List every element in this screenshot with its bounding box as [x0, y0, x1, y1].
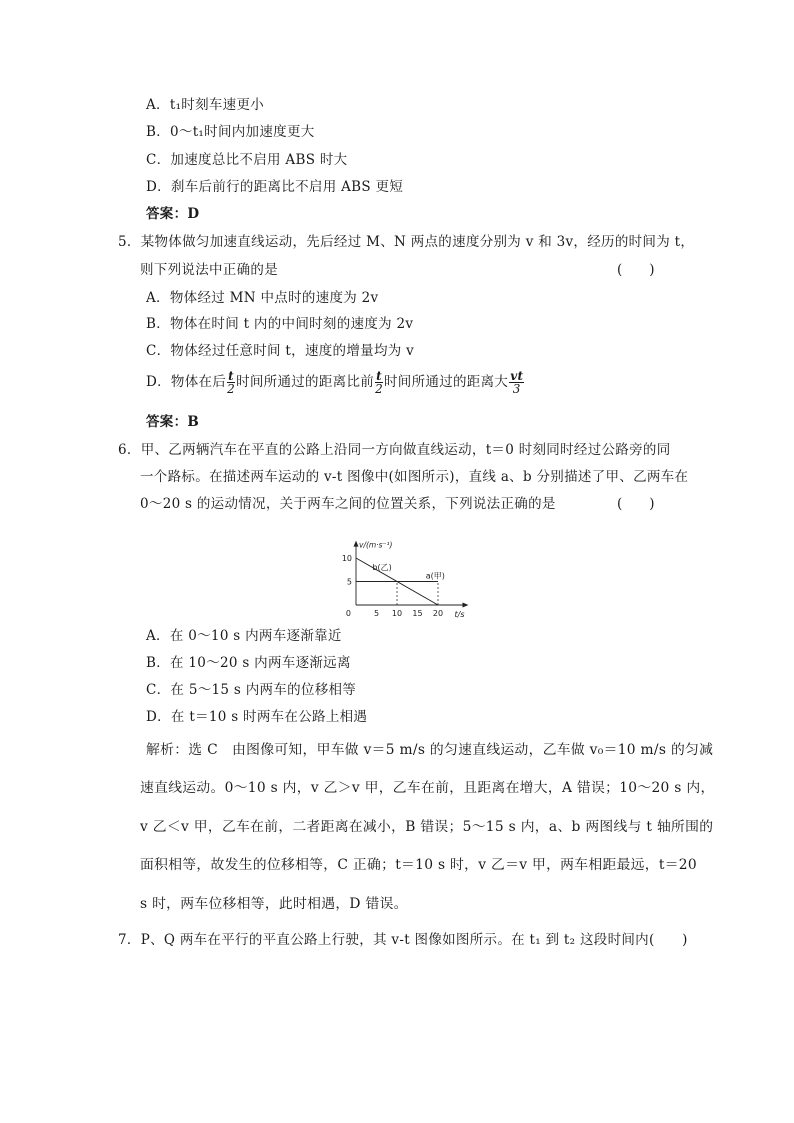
q5-answer-paren: ( ): [617, 262, 655, 278]
q4-option-c: C．加速度总比不启用 ABS 时大: [146, 152, 348, 168]
x-tick-label: 20: [432, 609, 444, 618]
q6-stem-line-2: 一个路标。在描述两车运动的 v-t 图像中(如图所示)，直线 a、b 分别描述了甲、乙两车在: [140, 469, 689, 485]
q6-option-a: A．在 0～10 s 内两车逐渐靠近: [146, 628, 342, 644]
q6-option-d: D．在 t＝10 s 时两车在公路上相遇: [146, 709, 368, 725]
x-axis-arrow: [463, 603, 469, 608]
q5-stem-line-2: 则下列说法中正确的是: [140, 262, 278, 278]
q6-option-b: B．在 10～20 s 内两车逐渐远离: [146, 655, 351, 671]
q5-stem-line-1: 5．某物体做匀加速直线运动，先后经过 M、N 两点的速度分别为 v 和 3v，经历的时间为 t，: [118, 234, 695, 250]
q6-stem-line-3: 0～20 s 的运动情况，关于两车之间的位置关系，下列说法正确的是: [140, 496, 556, 512]
x-axis-label: t/s: [454, 610, 465, 618]
y-tick-label: 10: [341, 554, 352, 563]
y-axis-label: v/(m·s⁻¹): [359, 540, 393, 550]
fraction-vt-over-3: $\frac{vt}{3}$: [510, 369, 524, 396]
q5-option-d: [146, 370, 525, 395]
q7-stem: 7．P、Q 两车在平行的平直公路上行驶，其 v-t 图像如图所示。在 t₁ 到 t₂ 这段时间内( ): [118, 932, 688, 948]
q5-option-d-text-2: 时间所通过的距离比前: [236, 374, 375, 390]
chart-axes: [354, 541, 469, 608]
q6-explanation-line-3: v 乙＜v 甲，乙车在前，二者距离在减小，B 错误；5～15 s 内，a、b 两图线与 t 轴所围的: [140, 819, 714, 835]
vt-graph: [334, 516, 494, 618]
q5-answer: 答案：B: [146, 414, 200, 430]
chart-series: [356, 558, 438, 605]
q5-option-c: C．物体经过任意时间 t，速度的增量均为 v: [146, 343, 415, 359]
q6-stem-line-1: 6．甲、乙两辆汽车在平直的公路上沿同一方向做直线运动，t＝0 时刻同时经过公路旁的同: [118, 442, 671, 458]
chart-labels: [342, 541, 465, 618]
origin-label: 0: [345, 609, 351, 618]
fraction-t-over-2-second: $\frac{t}{2}$: [375, 369, 383, 396]
q5-option-d-text-1: D．物体在后: [146, 374, 227, 390]
q5-option-d-text-3: 时间所通过的距离大: [384, 374, 509, 390]
q6-explanation-line-2: 速直线运动。0～10 s 内，v 乙＞v 甲，乙车在前，且距离在增大，A 错误；10～20 s 内，: [140, 780, 715, 796]
q6-explanation-line-4: 面积相等，故发生的位移相等，C 正确；t＝10 s 时，v 乙＝v 甲，两车相距最远，t＝20: [140, 857, 697, 873]
q4-option-b: B．0～t₁时间内加速度更大: [146, 124, 315, 140]
y-axis-arrow: [354, 541, 359, 547]
q5-option-a: A．物体经过 MN 中点时的速度为 2v: [146, 290, 379, 306]
q4-answer: 答案：D: [146, 206, 200, 222]
y-tick-label: 5: [346, 577, 352, 587]
series-label-b: b(乙): [372, 562, 392, 572]
fraction-t-over-2: $\frac{t}{2}$: [227, 369, 236, 396]
q4-option-a: A．t₁时刻车速更小: [146, 97, 265, 113]
q6-option-c: C．在 5～15 s 内两车的位移相等: [146, 682, 357, 698]
q6-answer-paren: ( ): [617, 496, 655, 512]
q6-explanation-line-1: 解析：选 C 由图像可知，甲车做 v＝5 m/s 的匀速直线运动，乙车做 v₀＝10 m/s 的匀减: [146, 742, 714, 758]
x-tick-label: 15: [412, 609, 423, 618]
q5-option-b: B．物体在时间 t 内的中间时刻的速度为 2v: [146, 316, 414, 332]
x-tick-label: 5: [373, 609, 380, 618]
q4-option-d: D．刹车后前行的距离比不启用 ABS 更短: [146, 179, 404, 195]
x-tick-label: 10: [391, 609, 403, 618]
q6-explanation-line-5: s 时，两车位移相等，此时相遇，D 错误。: [140, 896, 408, 912]
series-label-a: a(甲): [425, 571, 445, 581]
